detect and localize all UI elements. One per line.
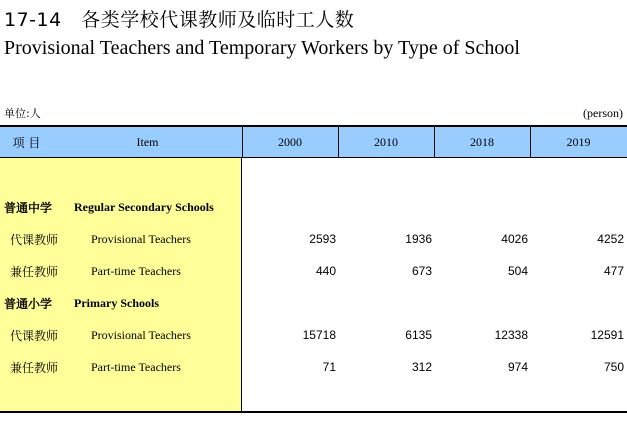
section-label-en: Regular Secondary Schools <box>74 200 214 214</box>
row-label-en: Part-time Teachers <box>91 360 181 374</box>
cell-value: 312 <box>411 360 432 374</box>
table-row <box>0 357 627 377</box>
unit-label-cn: 单位:人 <box>4 107 41 120</box>
header-item-cn: 项 目 <box>12 135 41 150</box>
table-row <box>0 261 627 281</box>
header-year-2019: 2019 <box>566 134 591 149</box>
cell-value: 6135 <box>405 328 432 342</box>
header-item-en: Item <box>136 134 159 149</box>
cell-value: 71 <box>322 360 336 374</box>
section-label-cn: 普通小学 <box>4 297 53 311</box>
table-header <box>0 127 627 158</box>
cell-value: 504 <box>507 264 528 278</box>
table-row <box>0 229 627 249</box>
cell-value: 1936 <box>405 232 432 246</box>
page-title-en: Provisional Teachers and Temporary Workers by Type of School <box>4 37 520 59</box>
cell-value: 12338 <box>494 328 528 342</box>
cell-value: 477 <box>603 264 624 278</box>
row-label-en: Part-time Teachers <box>91 264 181 278</box>
section-header-row <box>0 197 627 217</box>
cell-value: 974 <box>507 360 528 374</box>
page-title-cn: 17-14 各类学校代课教师及临时工人数 <box>4 9 355 31</box>
row-label-cn: 代课教师 <box>10 233 59 247</box>
header-year-2018: 2018 <box>470 134 494 149</box>
section-header-row <box>0 293 627 313</box>
header-year-2010: 2010 <box>374 134 398 149</box>
table-row <box>0 325 627 345</box>
cell-value: 4026 <box>501 232 528 246</box>
cell-value: 2593 <box>309 232 336 246</box>
cell-value: 440 <box>315 264 336 278</box>
row-label-en: Provisional Teachers <box>91 232 191 246</box>
cell-value: 750 <box>603 360 624 374</box>
cell-value: 673 <box>411 264 432 278</box>
row-label-cn: 兼任教师 <box>10 361 59 375</box>
row-label-en: Provisional Teachers <box>91 328 191 342</box>
row-label-cn: 代课教师 <box>10 329 59 343</box>
header-year-2000: 2000 <box>278 134 302 149</box>
cell-value: 15718 <box>302 328 336 342</box>
section-label-en: Primary Schools <box>74 296 159 310</box>
cell-value: 12591 <box>590 328 624 342</box>
table-bottom-rule <box>0 411 627 413</box>
cell-value: 4252 <box>597 232 624 246</box>
unit-label-en: (person) <box>583 106 623 120</box>
row-label-cn: 兼任教师 <box>10 265 59 279</box>
section-label-cn: 普通中学 <box>4 201 53 215</box>
